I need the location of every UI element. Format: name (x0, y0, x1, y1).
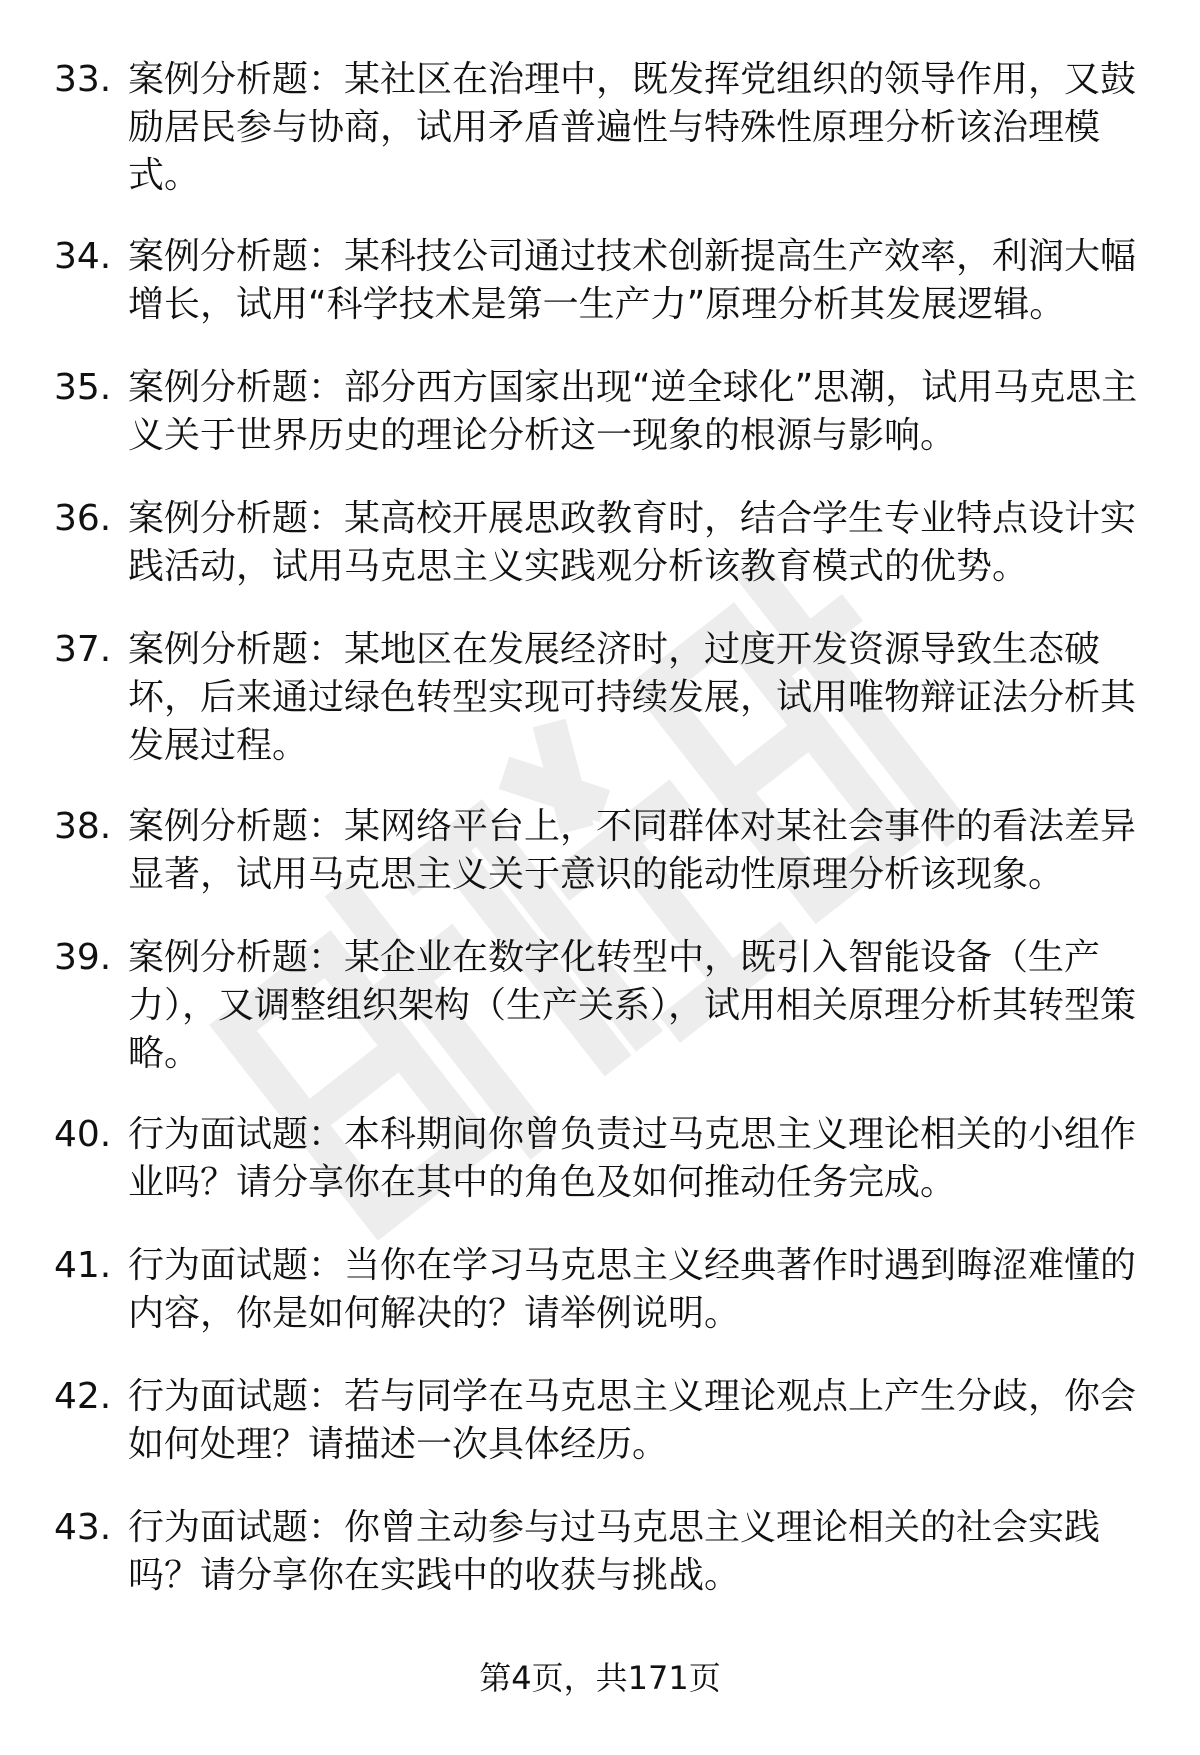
question-number: 36. (54, 498, 112, 539)
question-item-39 (0, 934, 1200, 1078)
question-item-34 (0, 233, 1200, 329)
question-text: 案例分析题：某社区在治理中，既发挥党组织的领导作用，又鼓励居民参与协商，试用矛盾普遍性与特殊性原理分析该治理模式。 (128, 59, 1137, 196)
question-number: 41. (54, 1245, 112, 1286)
question-number: 34. (54, 236, 112, 277)
question-item-37 (0, 626, 1200, 770)
question-number: 38. (54, 806, 112, 847)
question-text: 案例分析题：某网络平台上，不同群体对某社会事件的看法差异显著，试用马克思主义关于意识的能动性原理分析该现象。 (128, 806, 1137, 895)
question-item-38 (0, 803, 1200, 899)
question-text: 案例分析题：某科技公司通过技术创新提高生产效率，利润大幅增长，试用“科学技术是第一生产力”原理分析其发展逻辑。 (128, 236, 1137, 325)
question-text: 案例分析题：某高校开展思政教育时，结合学生专业特点设计实践活动，试用马克思主义实践观分析该教育模式的优势。 (128, 498, 1137, 587)
question-item-41 (0, 1242, 1200, 1338)
question-number: 33. (54, 59, 112, 100)
question-number: 40. (54, 1114, 112, 1155)
question-list (0, 56, 1200, 1635)
question-text: 案例分析题：某地区在发展经济时，过度开发资源导致生态破坏，后来通过绿色转型实现可持续发展，试用唯物辩证法分析其发展过程。 (128, 629, 1137, 766)
question-text: 行为面试题：本科期间你曾负责过马克思主义理论相关的小组作业吗？请分享你在其中的角色及如何推动任务完成。 (128, 1114, 1137, 1203)
question-number: 43. (54, 1507, 112, 1548)
question-item-35 (0, 364, 1200, 460)
question-item-40 (0, 1111, 1200, 1207)
question-number: 35. (54, 367, 112, 408)
question-text: 案例分析题：部分西方国家出现“逆全球化”思潮，试用马克思主义关于世界历史的理论分析这一现象的根源与影响。 (128, 367, 1138, 456)
page-number: 第4页，共171页 (479, 1659, 721, 1697)
question-item-43 (0, 1504, 1200, 1600)
question-text: 案例分析题：某企业在数字化转型中，既引入智能设备（生产力），又调整组织架构（生产关系），试用相关原理分析其转型策略。 (128, 937, 1137, 1074)
question-item-42 (0, 1373, 1200, 1469)
question-number: 39. (54, 937, 112, 978)
question-text: 行为面试题：当你在学习马克思主义经典著作时遇到晦涩难懂的内容，你是如何解决的？请举例说明。 (128, 1245, 1137, 1334)
question-item-33 (0, 56, 1200, 200)
question-item-36 (0, 495, 1200, 591)
question-number: 37. (54, 629, 112, 670)
question-text: 行为面试题：你曾主动参与过马克思主义理论相关的社会实践吗？请分享你在实践中的收获与挑战。 (128, 1507, 1101, 1596)
question-number: 42. (54, 1376, 112, 1417)
question-text: 行为面试题：若与同学在马克思主义理论观点上产生分歧，你会如何处理？请描述一次具体经历。 (128, 1376, 1137, 1465)
